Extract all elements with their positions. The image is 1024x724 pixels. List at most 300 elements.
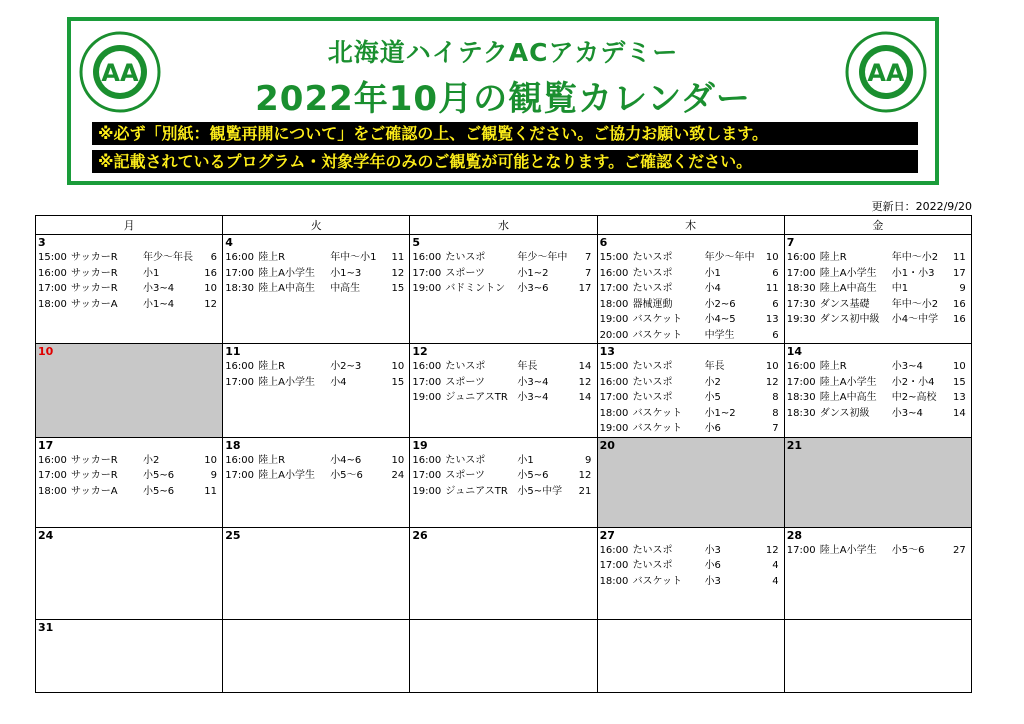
event-name: 陸上A小学生 [819, 376, 877, 388]
event-time: 17:00 [786, 544, 816, 556]
day-cell [784, 619, 971, 692]
day-cell [784, 344, 971, 438]
event-grade: 小1 [143, 267, 160, 279]
event-grade: 小4~6 [330, 454, 362, 466]
event-time: 17:00 [225, 470, 255, 481]
title-calendar: 2022年10月の観覧カレンダー [255, 79, 751, 119]
day-cell [410, 235, 597, 344]
weekday-fri: 金 [784, 216, 971, 235]
event-time: 16:00 [412, 454, 442, 466]
event-row [223, 266, 409, 282]
event-name: 陸上R [819, 361, 847, 372]
event-grade: 小3 [704, 575, 721, 587]
event-row [598, 574, 784, 590]
event-name: 陸上A小学生 [819, 544, 877, 556]
event-name: たいスポ [632, 361, 673, 372]
academy-logo-icon [845, 31, 927, 113]
day-cell [410, 619, 597, 692]
event-grade: 年長 [517, 361, 538, 372]
event-name: 陸上A小学生 [258, 267, 316, 279]
event-time: 15:00 [38, 252, 67, 263]
event-count: 8 [772, 407, 779, 419]
event-row [598, 359, 784, 375]
event-name: たいスポ [445, 361, 486, 372]
day-cell [597, 437, 784, 527]
event-row [598, 281, 784, 297]
event-count: 9 [210, 470, 217, 481]
event-grade: 小5~6 [143, 485, 175, 497]
event-row [36, 297, 222, 313]
event-row [785, 281, 971, 297]
event-count: 12 [204, 298, 217, 310]
day-number: 4 [225, 236, 233, 249]
day-number [223, 620, 409, 635]
event-row [598, 266, 784, 282]
event-count: 6 [772, 329, 779, 341]
day-number: 12 [412, 345, 428, 358]
day-number: 14 [786, 345, 803, 358]
event-grade: 小3~4 [891, 407, 923, 419]
day-cell [36, 619, 223, 692]
day-cell [597, 619, 784, 692]
day-cell [223, 619, 410, 692]
event-grade: 年中～小2 [891, 252, 939, 263]
event-count: 10 [204, 454, 217, 466]
event-name: たいスポ [445, 454, 486, 466]
day-cell [223, 527, 410, 619]
day-number: 25 [225, 528, 241, 542]
week-row [36, 619, 972, 692]
event-name: ダンス初中級 [819, 314, 880, 325]
day-number: 6 [599, 236, 608, 249]
event-time: 17:00 [38, 470, 67, 481]
event-grade: 中1 [891, 283, 909, 294]
event-name: バドミントン [445, 283, 506, 294]
event-count: 27 [953, 544, 966, 556]
event-grade: 小3~4 [143, 283, 175, 294]
event-count: 9 [959, 283, 966, 294]
day-cell [784, 437, 971, 527]
event-count: 12 [391, 267, 405, 279]
event-row [223, 375, 409, 391]
event-time: 17:00 [599, 392, 629, 403]
event-name: 陸上A小学生 [819, 267, 877, 279]
event-name: バスケット [632, 314, 683, 325]
event-name: サッカーR [71, 267, 118, 279]
weekday-tue: 火 [223, 216, 410, 235]
event-grade: 年中～小1 [330, 252, 377, 263]
day-cell [597, 235, 784, 344]
day-number: 18 [225, 438, 241, 452]
day-cell [223, 437, 410, 527]
event-name: たいスポ [632, 544, 673, 556]
event-count: 11 [204, 485, 217, 497]
event-row [598, 421, 784, 437]
event-row [36, 281, 222, 297]
event-name: サッカーR [71, 252, 118, 263]
event-count: 4 [772, 575, 779, 587]
event-row [410, 390, 596, 406]
event-time: 19:00 [412, 485, 442, 497]
event-name: 陸上R [819, 252, 847, 263]
event-count: 11 [391, 252, 405, 263]
event-name: ダンス基礎 [819, 298, 870, 310]
week-row [36, 437, 972, 527]
event-count: 14 [578, 392, 592, 403]
event-row [598, 558, 784, 574]
event-grade: 小1~2 [704, 407, 736, 419]
day-cell [410, 527, 597, 619]
event-grade: 年少～年長 [143, 252, 193, 263]
event-name: 器械運動 [632, 298, 673, 310]
event-name: 陸上A中高生 [819, 392, 877, 403]
svg-text:AA: AA [101, 59, 139, 87]
event-name: サッカーR [71, 470, 118, 481]
event-row [785, 266, 971, 282]
day-cell [410, 344, 597, 438]
week-row [36, 527, 972, 619]
event-row [785, 250, 971, 266]
event-count: 16 [953, 314, 966, 325]
day-number [410, 620, 596, 635]
event-time: 16:00 [225, 361, 255, 372]
event-name: たいスポ [632, 283, 673, 294]
event-time: 17:00 [225, 267, 255, 279]
event-name: バスケット [632, 575, 683, 587]
day-number: 17 [38, 438, 54, 452]
event-row [223, 468, 409, 484]
event-name: バスケット [632, 407, 683, 419]
event-name: 陸上R [258, 454, 286, 466]
event-row [223, 359, 409, 375]
day-number [785, 620, 971, 635]
event-grade: 小4～中学 [891, 314, 939, 325]
event-row [785, 359, 971, 375]
day-cell [223, 235, 410, 344]
event-name: ダンス初級 [819, 407, 870, 419]
event-count: 11 [953, 252, 966, 263]
event-grade: 年中～小2 [891, 298, 939, 310]
event-row [223, 453, 409, 469]
event-time: 17:00 [225, 376, 255, 388]
event-time: 16:00 [225, 252, 255, 263]
day-cell [223, 344, 410, 438]
event-time: 18:30 [786, 283, 816, 294]
event-time: 18:00 [38, 298, 67, 310]
event-grade: 年長 [704, 361, 725, 372]
event-count: 12 [578, 376, 592, 388]
event-count: 14 [953, 407, 966, 419]
event-row [785, 390, 971, 406]
event-count: 12 [578, 470, 592, 481]
event-name: ジュニアスTR [445, 485, 508, 497]
svg-text:AA: AA [867, 59, 905, 87]
event-row [598, 250, 784, 266]
weekday-wed: 水 [410, 216, 597, 235]
event-name: 陸上A中高生 [258, 283, 316, 294]
day-number: 10 [38, 345, 54, 358]
event-time: 17:00 [412, 376, 442, 388]
event-count: 6 [772, 267, 779, 279]
event-row [785, 312, 971, 328]
event-time: 19:00 [599, 314, 629, 325]
event-time: 18:30 [225, 283, 255, 294]
event-count: 6 [210, 252, 217, 263]
event-count: 4 [772, 560, 779, 571]
event-name: サッカーA [71, 298, 118, 310]
event-name: 陸上R [258, 252, 286, 263]
notice-confirm: ※必ず「別紙：観覧再開について」をご確認の上、ご観覧ください。ご協力お願い致します。 [92, 122, 918, 145]
event-count: 10 [391, 454, 405, 466]
event-row [598, 297, 784, 313]
day-cell [36, 235, 223, 344]
event-time: 16:00 [599, 267, 629, 279]
event-grade: 小1 [704, 267, 721, 279]
calendar-body [36, 235, 972, 693]
day-number: 13 [599, 345, 615, 358]
event-row [36, 484, 222, 500]
event-grade: 年少～年中 [704, 252, 755, 263]
day-cell [410, 437, 597, 527]
event-grade: 小2~3 [330, 361, 362, 372]
event-row [785, 297, 971, 313]
event-time: 18:00 [599, 407, 629, 419]
event-grade: 小6 [704, 560, 721, 571]
day-cell [36, 527, 223, 619]
day-number: 21 [786, 438, 803, 452]
event-row [598, 406, 784, 422]
day-number: 5 [412, 236, 421, 249]
event-time: 17:00 [599, 560, 629, 571]
event-grade: 小1 [517, 454, 534, 466]
event-time: 16:00 [225, 454, 255, 466]
event-grade: 小1・小3 [891, 267, 935, 279]
event-grade: 小6 [704, 423, 721, 434]
event-row [36, 468, 222, 484]
event-row [598, 328, 784, 344]
header-banner [67, 17, 939, 185]
event-name: サッカーR [71, 454, 118, 466]
day-cell [784, 527, 971, 619]
event-name: たいスポ [632, 560, 673, 571]
event-count: 6 [772, 298, 779, 310]
event-row [36, 266, 222, 282]
event-time: 19:00 [599, 423, 629, 434]
event-count: 10 [204, 283, 217, 294]
event-row [598, 390, 784, 406]
event-time: 16:00 [38, 454, 67, 466]
day-number: 26 [412, 528, 428, 542]
event-time: 18:30 [786, 407, 816, 419]
event-name: たいスポ [632, 267, 673, 279]
event-name: サッカーR [71, 283, 118, 294]
event-row [410, 359, 596, 375]
day-cell [36, 344, 223, 438]
event-grade: 中高生 [330, 283, 361, 294]
day-number: 28 [786, 528, 803, 542]
event-count: 9 [585, 454, 592, 466]
event-time: 17:00 [599, 283, 629, 294]
event-row [36, 453, 222, 469]
notice-programs: ※記載されているプログラム・対象学年のみのご観覧が可能となります。ご確認ください。 [92, 150, 918, 173]
event-row [785, 375, 971, 391]
event-time: 16:00 [599, 544, 629, 556]
event-count: 13 [765, 314, 779, 325]
event-grade: 小4 [704, 283, 721, 294]
event-row [36, 250, 222, 266]
day-number: 7 [786, 236, 795, 249]
event-count: 15 [391, 283, 405, 294]
day-number [598, 620, 784, 635]
weekday-thu: 木 [597, 216, 784, 235]
event-name: たいスポ [632, 252, 673, 263]
event-time: 17:00 [412, 267, 442, 279]
event-grade: 小1~4 [143, 298, 175, 310]
day-number: 31 [38, 620, 54, 634]
event-grade: 小3~4 [517, 376, 549, 388]
event-count: 17 [953, 267, 966, 279]
event-time: 17:00 [786, 376, 816, 388]
updated-date: 更新日：2022/9/20 [871, 200, 972, 213]
day-number: 27 [599, 528, 615, 542]
event-count: 7 [585, 252, 592, 263]
event-grade: 小5~6 [517, 470, 549, 481]
event-grade: 年少～年中 [517, 252, 568, 263]
event-grade: 小2 [143, 454, 160, 466]
event-grade: 小1~3 [330, 267, 362, 279]
event-name: スポーツ [445, 470, 485, 481]
weekday-header-row [36, 216, 972, 235]
event-row [223, 281, 409, 297]
event-grade: 小3~4 [517, 392, 549, 403]
event-count: 21 [578, 485, 592, 497]
event-count: 12 [765, 544, 779, 556]
event-count: 24 [391, 470, 405, 481]
event-grade: 小3~6 [517, 283, 549, 294]
day-number: 24 [38, 528, 54, 542]
event-count: 8 [772, 392, 779, 403]
event-time: 16:00 [786, 252, 816, 263]
title-academy: 北海道ハイテクACアカデミー [327, 38, 679, 67]
event-name: バスケット [632, 423, 683, 434]
event-grade: 小2 [704, 376, 721, 388]
event-grade: 小5 [704, 392, 721, 403]
event-row [785, 543, 971, 559]
event-count: 13 [953, 392, 966, 403]
event-time: 16:00 [38, 267, 67, 279]
event-name: たいスポ [445, 252, 486, 263]
event-count: 15 [391, 376, 405, 388]
event-grade: 小1~2 [517, 267, 549, 279]
event-time: 17:00 [38, 283, 67, 294]
event-count: 16 [204, 267, 217, 279]
event-time: 15:00 [599, 361, 629, 372]
event-count: 10 [765, 252, 779, 263]
event-row [598, 375, 784, 391]
day-number: 20 [599, 438, 615, 452]
event-time: 18:00 [38, 485, 67, 497]
event-count: 10 [953, 361, 966, 372]
event-grade: 小4 [330, 376, 347, 388]
weekday-mon: 月 [36, 216, 223, 235]
event-time: 16:00 [786, 361, 816, 372]
event-row [410, 250, 596, 266]
day-cell [597, 527, 784, 619]
event-count: 17 [578, 283, 592, 294]
event-name: スポーツ [445, 376, 485, 388]
event-row [598, 312, 784, 328]
event-time: 18:00 [599, 575, 629, 587]
event-row [598, 543, 784, 559]
event-row [410, 453, 596, 469]
event-count: 11 [765, 283, 779, 294]
event-name: 陸上R [258, 361, 286, 372]
event-time: 19:30 [786, 314, 816, 325]
event-grade: 小5~6 [143, 470, 175, 481]
event-row [785, 406, 971, 422]
event-count: 12 [765, 376, 779, 388]
event-count: 15 [953, 376, 966, 388]
day-number: 19 [412, 438, 428, 452]
event-time: 19:00 [412, 283, 442, 294]
event-time: 17:00 [786, 267, 816, 279]
event-row [223, 250, 409, 266]
day-cell [597, 344, 784, 438]
event-time: 18:00 [599, 298, 629, 310]
event-row [410, 468, 596, 484]
event-time: 16:00 [412, 361, 442, 372]
event-name: スポーツ [445, 267, 485, 279]
event-row [410, 484, 596, 500]
event-grade: 小5~中学 [517, 485, 563, 497]
event-name: バスケット [632, 329, 683, 341]
day-cell [36, 437, 223, 527]
event-count: 14 [578, 361, 592, 372]
event-time: 18:30 [786, 392, 816, 403]
event-time: 17:00 [412, 470, 442, 481]
event-row [410, 281, 596, 297]
event-count: 10 [391, 361, 405, 372]
day-cell [784, 235, 971, 344]
event-time: 17:30 [786, 298, 816, 310]
event-time: 20:00 [599, 329, 629, 341]
event-name: 陸上A中高生 [819, 283, 877, 294]
event-grade: 小3~4 [891, 361, 923, 372]
day-number: 11 [225, 345, 241, 358]
calendar-table [35, 215, 972, 693]
event-count: 16 [953, 298, 966, 310]
event-name: サッカーA [71, 485, 118, 497]
event-grade: 小4~5 [704, 314, 736, 325]
event-grade: 中2~高校 [891, 392, 937, 403]
week-row [36, 235, 972, 344]
event-grade: 小2~6 [704, 298, 736, 310]
event-name: 陸上A小学生 [258, 376, 316, 388]
event-time: 16:00 [599, 376, 629, 388]
event-name: ジュニアスTR [445, 392, 508, 403]
event-name: たいスポ [632, 376, 673, 388]
event-count: 10 [765, 361, 779, 372]
event-grade: 小2・小4 [891, 376, 935, 388]
event-time: 16:00 [412, 252, 442, 263]
event-row [410, 375, 596, 391]
event-grade: 小5～6 [330, 470, 363, 481]
event-count: 7 [585, 267, 592, 279]
event-count: 7 [772, 423, 779, 434]
event-name: 陸上A小学生 [258, 470, 316, 481]
week-row [36, 344, 972, 438]
event-grade: 小3 [704, 544, 721, 556]
